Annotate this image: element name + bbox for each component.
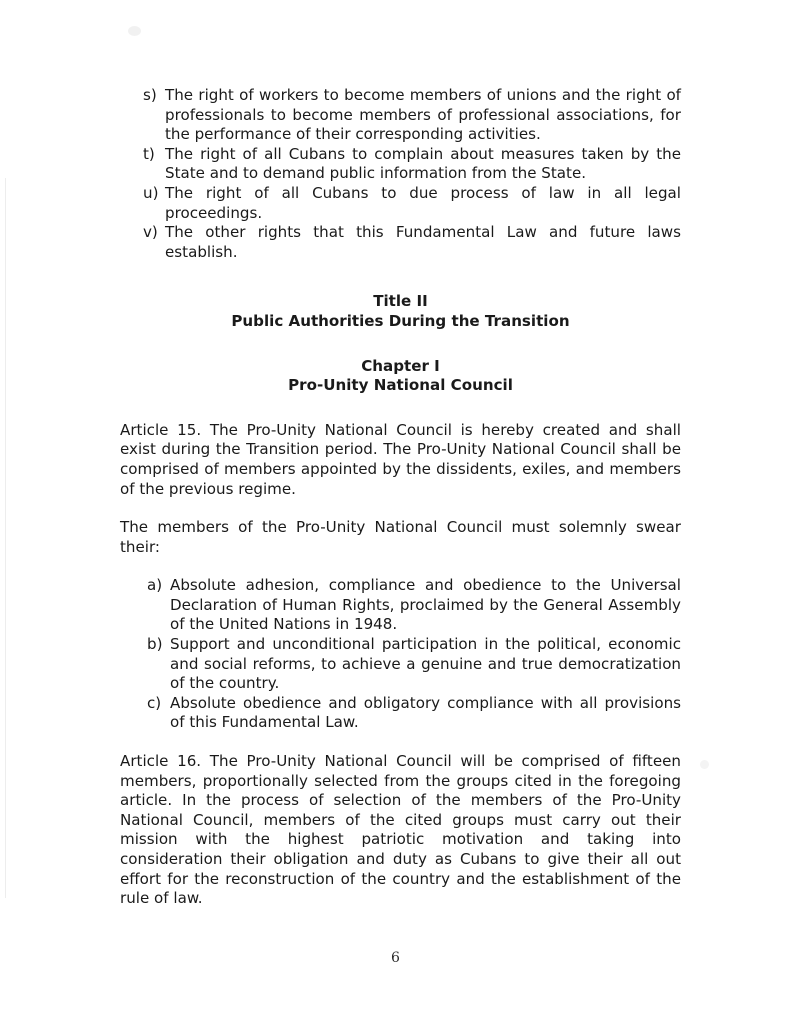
list-item-text: The right of all Cubans to complain about measures taken by the State and to demand public information from the State. xyxy=(165,144,681,183)
list-item-text: The right of all Cubans to due process of law in all legal proceedings. xyxy=(165,183,681,222)
scan-edge-artifact xyxy=(5,178,6,898)
page-number: 6 xyxy=(391,950,400,966)
spacer xyxy=(120,733,681,752)
scan-smudge-artifact xyxy=(128,26,141,36)
list-item-text: Absolute obedience and obligatory compliance with all provisions of this Fundamental Law. xyxy=(170,693,681,732)
chapter-heading-line-1: Chapter I xyxy=(361,356,440,375)
scan-smudge-artifact-secondary xyxy=(700,760,709,769)
list-item-marker: b) xyxy=(147,635,163,654)
list-item-marker: u) xyxy=(143,183,159,202)
list-item-text: Support and unconditional participation in the political, economic and social reforms, to achieve a genuine and true democratization of the country. xyxy=(170,635,681,693)
list-item xyxy=(147,694,681,733)
chapter-heading-line-2: Pro-Unity National Council xyxy=(288,376,513,395)
oath-intro-paragraph: The members of the Pro-Unity National Council must solemnly swear their: xyxy=(120,518,681,556)
page-content xyxy=(120,86,681,909)
list-item-text: Absolute adhesion, compliance and obedience to the Universal Declaration of Human Rights, proclaimed by the General Assembly of the United Nations in 1948. xyxy=(170,576,681,634)
list-item-marker: c) xyxy=(147,693,162,712)
list-item xyxy=(143,86,681,145)
list-item-marker: a) xyxy=(147,576,163,595)
list-item-marker: s) xyxy=(143,86,157,104)
spacer xyxy=(120,396,681,421)
spacer xyxy=(120,262,681,292)
title-heading-line-1: Title II xyxy=(373,292,428,311)
list-item xyxy=(143,223,681,262)
spacer xyxy=(120,499,681,518)
rights-list xyxy=(143,86,681,262)
oath-list xyxy=(147,576,681,733)
article-15-paragraph: Article 15. The Pro-Unity National Council is hereby created and shall exist during the Transition period. The Pro-Unity National Council shall be comprised of members appointed by the dissidents, exiles, and members of the previous regime. xyxy=(120,420,681,498)
spacer xyxy=(120,332,681,357)
list-item-text: The right of workers to become members of unions and the right of professionals to become members of professional associations, for the performance of their corresponding activities. xyxy=(165,86,681,144)
title-heading xyxy=(120,292,681,331)
article-16-paragraph: Article 16. The Pro-Unity National Council will be comprised of fifteen members, proportionally selected from the groups cited in the foregoing article. In the process of selection of the members of the Pro-Unity National Council, members of the cited groups must carry out their mission with the highest patriotic motivation and taking into consideration their obligation and duty as Cubans to give their all out effort for the reconstruction of the country and the establishment of the rule of law. xyxy=(120,752,681,908)
list-item-marker: v) xyxy=(143,223,158,242)
list-item xyxy=(143,184,681,223)
chapter-heading xyxy=(120,357,681,396)
spacer xyxy=(120,557,681,576)
list-item xyxy=(147,576,681,635)
list-item xyxy=(143,145,681,184)
list-item-marker: t) xyxy=(143,144,155,163)
list-item-text: The other rights that this Fundamental Law and future laws establish. xyxy=(165,223,681,261)
list-item xyxy=(147,635,681,694)
title-heading-line-2: Public Authorities During the Transition xyxy=(231,311,570,330)
